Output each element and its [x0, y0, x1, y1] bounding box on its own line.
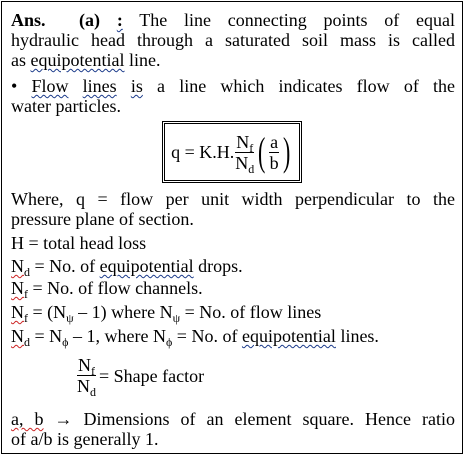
equipotential-word: equipotential — [30, 50, 125, 70]
dimensions-line-2: of a/b is generally 1. — [11, 429, 159, 449]
shape-factor-equation — [76, 355, 205, 399]
dimensions-line-1: a, b → Dimensions of an element square. Hence ratio — [11, 409, 455, 429]
right-paren: ) — [282, 129, 290, 174]
flow-lines-line-1: • Flow lines is a line which indicates flow of the — [11, 76, 455, 96]
nd-definition: $N_d = No$. of equipotential drops. — [11, 256, 243, 279]
shape-fraction: $\frac{N_f}{N_d}$ — [77, 355, 96, 399]
formula-lhs: q = K.H. — [171, 142, 235, 162]
flow-formula-box — [162, 121, 302, 183]
where-line-2: pressure plane of section. — [11, 209, 194, 229]
answer-label: Ans. (a) : — [11, 10, 123, 30]
answer-text: The line connecting points of equal — [139, 10, 455, 30]
answer-line-2: hydraulic head through a saturated soil mass is called — [11, 30, 455, 50]
shape-factor-label: = Shape factor — [99, 365, 205, 386]
answer-card — [1, 1, 463, 454]
nf-definition: $N_f = No$. of flow channels. — [11, 278, 203, 301]
bullet: • — [11, 76, 18, 96]
left-paren: ( — [258, 129, 266, 174]
ab-symbols: a, b — [11, 409, 44, 429]
flow-lines-line-2: water particles. — [11, 96, 121, 116]
where-line-1: Where, q = flow per unit width perpendicular to the — [11, 189, 455, 209]
nf-formula: $N_f = (N_\psi - 1)$ where $N_\psi = No$. of flow lines — [11, 302, 322, 325]
nd-formula: $N_d = N_\phi - 1$, where $N_\phi = No$. of equipotential lines. — [11, 326, 379, 349]
ratio-fraction: $\frac{a}{b}$ — [269, 131, 279, 173]
formula-fraction: $\frac{N_f}{N_d}$ — [235, 131, 255, 176]
answer-line-1 — [11, 10, 455, 30]
head-loss-line: H = total head loss — [11, 233, 147, 253]
answer-line-3: as equipotential line. — [11, 50, 161, 70]
